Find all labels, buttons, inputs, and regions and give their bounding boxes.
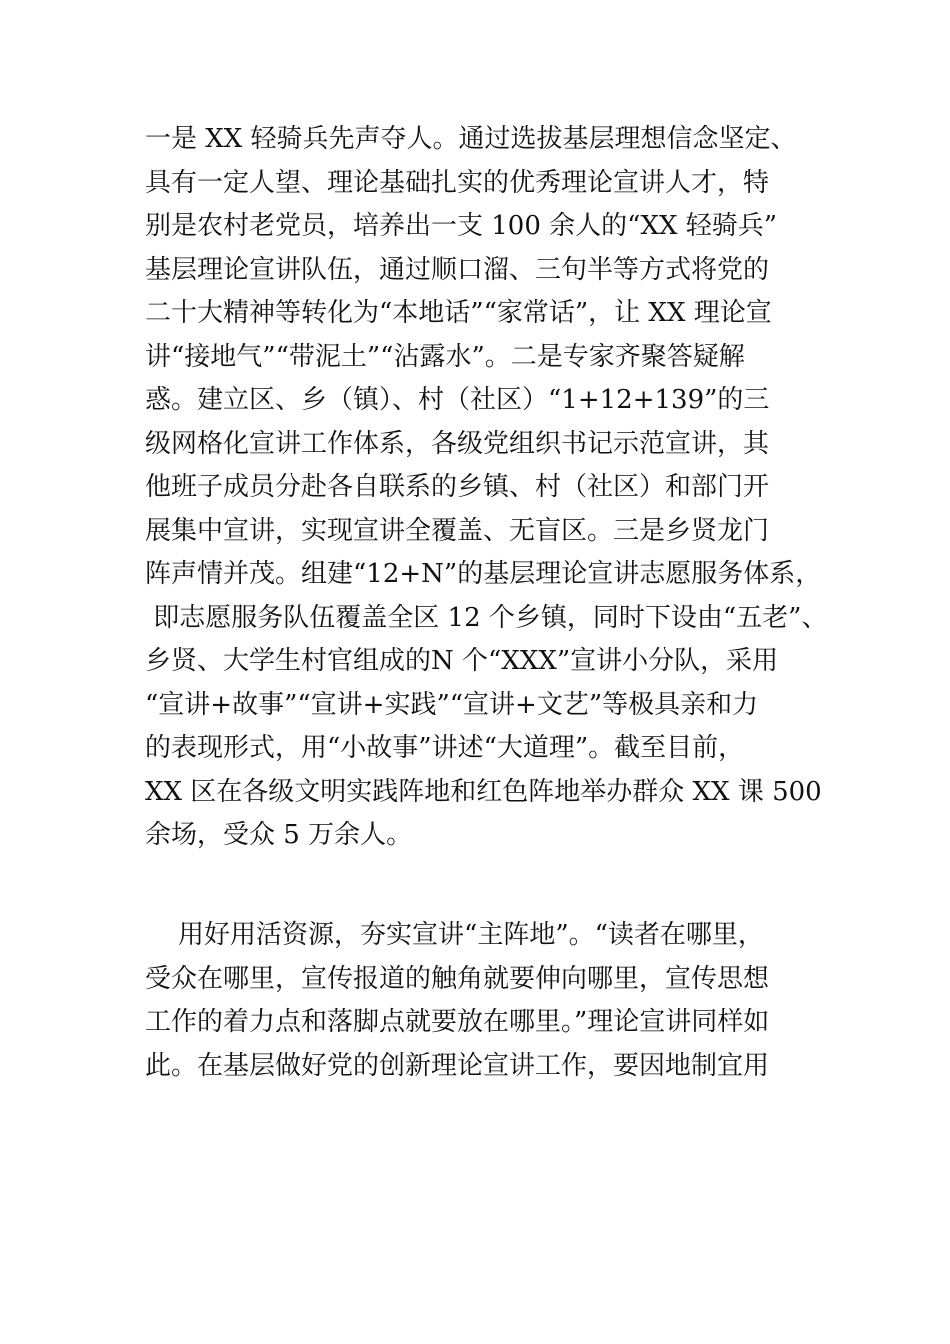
text-line: 的表现形式，用“小故事”讲述“大道理”。截至目前，	[145, 733, 745, 763]
text-line: 乡贤、大学生村官组成的N 个“XXX”宣讲小分队，采用	[145, 646, 779, 676]
text-line: 余场，受众 5 万余人。	[145, 820, 413, 850]
text-line: 工作的着力点和落脚点就要放在哪里。”理论宣讲同样如	[145, 1007, 770, 1037]
text-line: 即志愿服务队伍覆盖全区 12 个乡镇，同时下设由“五老”、	[145, 602, 828, 633]
text-line: 用好用活资源，夯实宣讲“主阵地”。“读者在哪里，	[145, 920, 764, 950]
text-line: 二十大精神等转化为“本地话”“家常话”，让 XX 理论宣	[145, 298, 772, 328]
text-line: 他班子成员分赴各自联系的乡镇、村（社区）和部门开	[145, 472, 770, 502]
text-line: 受众在哪里，宣传报道的触角就要伸向哪里，宣传思想	[145, 963, 770, 994]
text-line: 此。在基层做好党的创新理论宣讲工作，要因地制宜用	[145, 1050, 770, 1081]
text-line: “宣讲+故事”“宣讲+实践”“宣讲+文艺”等极具亲和力	[145, 689, 759, 720]
text-line: 一是 XX 轻骑兵先声夺人。通过选拔基层理想信念坚定、	[145, 124, 797, 154]
text-line: 惑。建立区、乡（镇）、村（社区）“1+12+139”的三	[145, 385, 770, 415]
body-paragraph-2	[145, 914, 845, 1088]
text-line: 基层理论宣讲队伍，通过顺口溜、三句半等方式将党的	[145, 254, 770, 285]
text-line: XX 区在各级文明实践阵地和红色阵地举办群众 XX 课 500	[145, 776, 822, 807]
text-line: 级网格化宣讲工作体系，各级党组织书记示范宣讲，其	[145, 428, 770, 459]
text-line: 讲“接地气”“带泥土”“沾露水”。二是专家齐聚答疑解	[145, 341, 745, 372]
body-paragraph-1	[145, 118, 845, 858]
text-line: 别是农村老党员，培养出一支 100 余人的“XX 轻骑兵”	[145, 211, 778, 241]
text-line: 展集中宣讲，实现宣讲全覆盖、无盲区。三是乡贤龙门	[145, 515, 770, 546]
text-line: 阵声情并茂。组建“12+N”的基层理论宣讲志愿服务体系，	[145, 559, 822, 589]
text-line: 具有一定人望、理论基础扎实的优秀理论宣讲人才，特	[145, 167, 770, 198]
